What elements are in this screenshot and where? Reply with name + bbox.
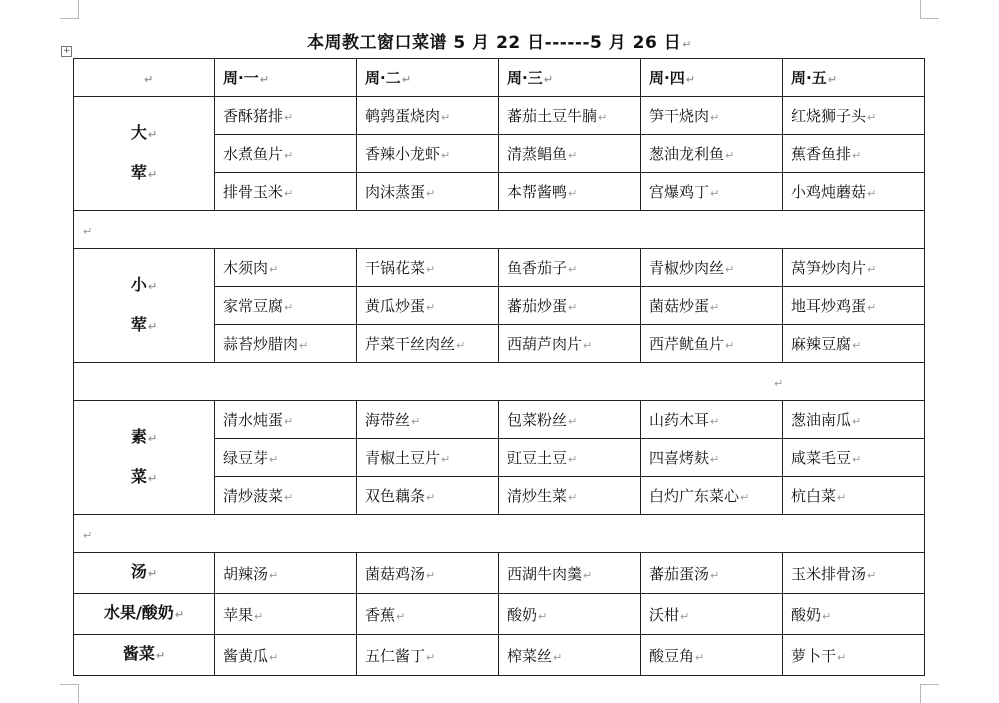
- crop-mark-top-left: [60, 0, 79, 19]
- menu-cell: 笋干烧肉↵: [641, 97, 783, 135]
- menu-cell: 葱油龙利鱼↵: [641, 135, 783, 173]
- menu-cell: 四喜烤麸↵: [641, 439, 783, 477]
- menu-cell: 西湖牛肉羹↵: [499, 553, 641, 594]
- menu-cell: 香酥猪排↵: [215, 97, 357, 135]
- spacer-row: [74, 211, 925, 249]
- menu-cell: 玉米排骨汤↵: [783, 553, 925, 594]
- table-row: [74, 401, 925, 439]
- category-cell-vegetable: 素↵ 菜↵: [74, 401, 215, 515]
- menu-cell: 干锅花菜↵: [357, 249, 499, 287]
- blank-cell: ↵: [74, 211, 925, 249]
- menu-cell: 青椒土豆片↵: [357, 439, 499, 477]
- menu-cell: 杭白菜↵: [783, 477, 925, 515]
- table-row: [74, 635, 925, 676]
- menu-cell: 酱黄瓜↵: [215, 635, 357, 676]
- menu-cell: 香辣小龙虾↵: [357, 135, 499, 173]
- menu-cell: 菌菇鸡汤↵: [357, 553, 499, 594]
- header-cell-thu: 周·四↵: [641, 59, 783, 97]
- header-cell-wed: 周·三↵: [499, 59, 641, 97]
- menu-cell: 宫爆鸡丁↵: [641, 173, 783, 211]
- menu-cell: 蒜苔炒腊肉↵: [215, 325, 357, 363]
- blank-cell: ↵: [74, 515, 925, 553]
- category-cell-pickles: 酱菜↵: [74, 635, 215, 676]
- menu-cell: 酸豆角↵: [641, 635, 783, 676]
- menu-cell: 清炒菠菜↵: [215, 477, 357, 515]
- spacer-row: [74, 363, 925, 401]
- table-row: [74, 97, 925, 135]
- menu-cell: 萝卜干↵: [783, 635, 925, 676]
- menu-cell: 麻辣豆腐↵: [783, 325, 925, 363]
- menu-cell: 白灼广东菜心↵: [641, 477, 783, 515]
- category-cell-soup: 汤↵: [74, 553, 215, 594]
- menu-cell: 红烧狮子头↵: [783, 97, 925, 135]
- header-cell-tue: 周·二↵: [357, 59, 499, 97]
- table-row: [74, 553, 925, 594]
- menu-cell: 地耳炒鸡蛋↵: [783, 287, 925, 325]
- title-text: 本周教工窗口菜谱 5 月 22 日------5 月 26 日: [307, 33, 682, 53]
- menu-cell: 蕃茄土豆牛腩↵: [499, 97, 641, 135]
- menu-cell: 清炒生菜↵: [499, 477, 641, 515]
- page-title: [0, 28, 999, 53]
- menu-cell: 酸奶↵: [499, 594, 641, 635]
- menu-cell: 蕃茄蛋汤↵: [641, 553, 783, 594]
- menu-cell: 莴笋炒肉片↵: [783, 249, 925, 287]
- table-row: [74, 594, 925, 635]
- menu-cell: 芹菜干丝肉丝↵: [357, 325, 499, 363]
- crop-mark-bottom-right: [920, 684, 939, 703]
- menu-cell: 绿豆芽↵: [215, 439, 357, 477]
- menu-cell: 包菜粉丝↵: [499, 401, 641, 439]
- menu-cell: 五仁酱丁↵: [357, 635, 499, 676]
- header-corner-cell: ↵: [74, 59, 215, 97]
- menu-cell: 家常豆腐↵: [215, 287, 357, 325]
- category-cell-big-meat: 大↵ 荤↵: [74, 97, 215, 211]
- menu-cell: 胡辣汤↵: [215, 553, 357, 594]
- header-cell-mon: 周·一↵: [215, 59, 357, 97]
- menu-cell: 西芹鱿鱼片↵: [641, 325, 783, 363]
- crop-mark-bottom-left: [60, 684, 79, 703]
- menu-cell: 葱油南瓜↵: [783, 401, 925, 439]
- menu-cell: 蕃茄炒蛋↵: [499, 287, 641, 325]
- spacer-row: [74, 515, 925, 553]
- menu-cell: 蕉香鱼排↵: [783, 135, 925, 173]
- menu-cell: 黄瓜炒蛋↵: [357, 287, 499, 325]
- category-cell-fruit-yogurt: 水果/酸奶↵: [74, 594, 215, 635]
- table-row: [74, 249, 925, 287]
- menu-cell: 西葫芦肉片↵: [499, 325, 641, 363]
- menu-cell: 清蒸鲳鱼↵: [499, 135, 641, 173]
- menu-cell: 排骨玉米↵: [215, 173, 357, 211]
- menu-cell: 本帮酱鸭↵: [499, 173, 641, 211]
- paragraph-mark-icon: ↵: [682, 38, 692, 51]
- menu-cell: 香蕉↵: [357, 594, 499, 635]
- menu-cell: 咸菜毛豆↵: [783, 439, 925, 477]
- menu-cell: 苹果↵: [215, 594, 357, 635]
- menu-cell: 小鸡炖蘑菇↵: [783, 173, 925, 211]
- header-cell-fri: 周·五↵: [783, 59, 925, 97]
- menu-cell: 豇豆土豆↵: [499, 439, 641, 477]
- menu-cell: 海带丝↵: [357, 401, 499, 439]
- move-handle-icon[interactable]: +: [62, 46, 71, 56]
- blank-cell: ↵: [74, 363, 925, 401]
- menu-cell: 肉沫蒸蛋↵: [357, 173, 499, 211]
- menu-cell: 酸奶↵: [783, 594, 925, 635]
- menu-cell: 木须肉↵: [215, 249, 357, 287]
- header-row: [74, 59, 925, 97]
- category-cell-small-meat: 小↵ 荤↵: [74, 249, 215, 363]
- crop-mark-top-right: [920, 0, 939, 19]
- menu-cell: 双色藕条↵: [357, 477, 499, 515]
- menu-cell: 菌菇炒蛋↵: [641, 287, 783, 325]
- menu-cell: 榨菜丝↵: [499, 635, 641, 676]
- menu-cell: 青椒炒肉丝↵: [641, 249, 783, 287]
- menu-cell: 水煮鱼片↵: [215, 135, 357, 173]
- menu-cell: 鹌鹑蛋烧肉↵: [357, 97, 499, 135]
- menu-cell: 山药木耳↵: [641, 401, 783, 439]
- menu-cell: 清水炖蛋↵: [215, 401, 357, 439]
- menu-table: [73, 58, 925, 676]
- menu-cell: 沃柑↵: [641, 594, 783, 635]
- menu-cell: 鱼香茄子↵: [499, 249, 641, 287]
